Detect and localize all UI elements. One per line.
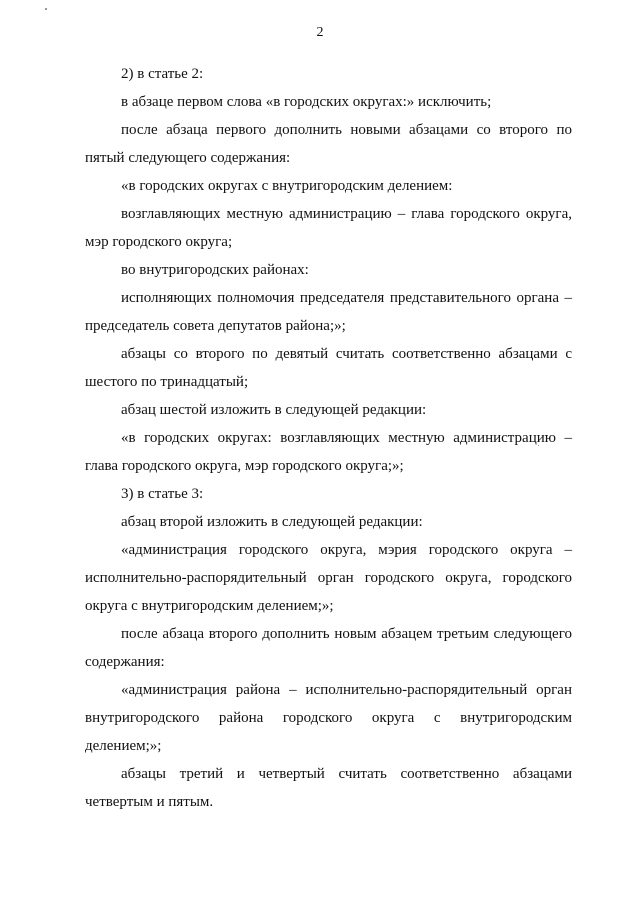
paragraph: абзацы со второго по девятый считать соответственно абзацами с шестого по тринадцатый; <box>85 346 572 390</box>
paragraph: после абзаца первого дополнить новыми абзацами со второго по пятый следующего содержания: <box>85 122 572 166</box>
paragraph: абзац второй изложить в следующей редакции: <box>121 514 423 530</box>
paragraph: «администрация района – исполнительно-распорядительный орган внутригородского района городского округа с внутригородским делением;»; <box>85 682 572 754</box>
paragraph: во внутригородских районах: <box>121 262 309 278</box>
paragraph: исполняющих полномочия председателя представительного органа – председатель совета депутатов района;»; <box>85 290 572 334</box>
paragraph: «в городских округах с внутригородским делением: <box>121 178 453 194</box>
paragraph-article-3-heading: 3) в статье 3: <box>121 486 204 502</box>
document-body <box>85 60 572 816</box>
paragraph: после абзаца второго дополнить новым абзацем третьим следующего содержания: <box>85 626 572 670</box>
paragraph: «в городских округах: возглавляющих местную администрацию – глава городского округа, мэр городского округа;»; <box>85 430 572 474</box>
page-number: 2 <box>316 25 324 40</box>
scan-speck <box>45 8 47 10</box>
paragraph: возглавляющих местную администрацию – глава городского округа, мэр городского округа; <box>85 206 572 250</box>
paragraph: абзац шестой изложить в следующей редакции: <box>121 402 427 418</box>
paragraph: абзацы третий и четвертый считать соответственно абзацами четвертым и пятым. <box>85 766 572 810</box>
paragraph: «администрация городского округа, мэрия городского округа – исполнительно-распорядительный орган городского округа, городского округа с внутригородским делением;»; <box>85 542 572 614</box>
paragraph-article-2-heading: 2) в статье 2: <box>121 66 204 82</box>
paragraph: в абзаце первом слова «в городских округах:» исключить; <box>121 94 492 110</box>
